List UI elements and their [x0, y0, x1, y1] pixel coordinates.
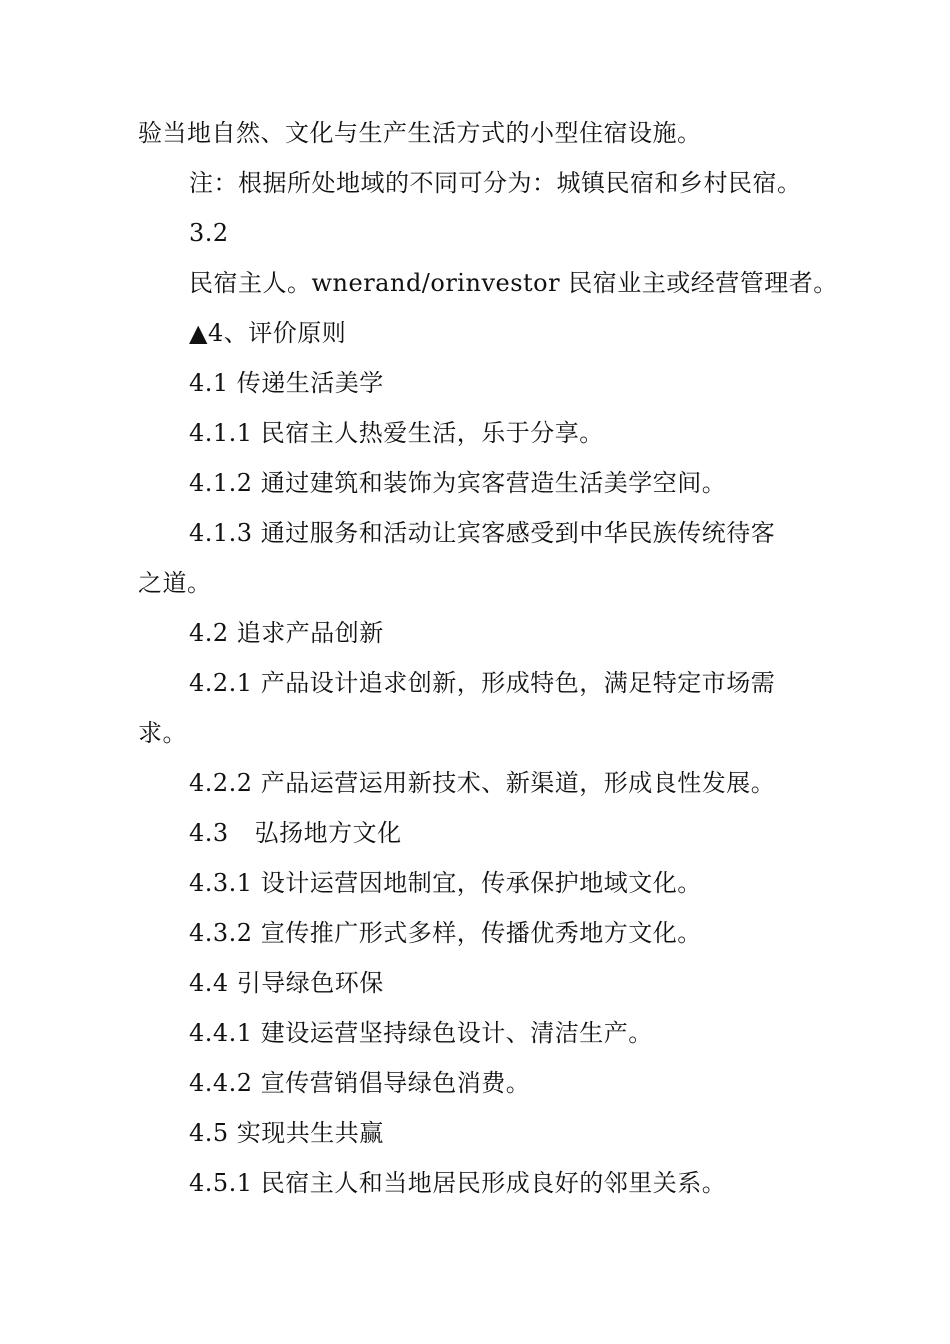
- text-line: 4.1.2 通过建筑和装饰为宾客营造生活美学空间。: [189, 469, 727, 497]
- subsection-heading: 4.4 引导绿色环保: [189, 969, 384, 997]
- text-line: 4.2.1 产品设计追求创新，形成特色，满足特定市场需: [189, 669, 776, 697]
- text-line: 4.2.2 产品运营运用新技术、新渠道，形成良性发展。: [189, 769, 776, 797]
- subsection-heading: 4.5 实现共生共赢: [189, 1119, 384, 1147]
- subsection-heading: 4.2 追求产品创新: [189, 619, 384, 647]
- section-number: 3.2: [189, 219, 229, 247]
- subsection-heading: [189, 818, 402, 848]
- subsection-title: 弘扬地方文化: [254, 819, 402, 847]
- text-line: 求。: [138, 719, 187, 747]
- text-line: 4.1.1 民宿主人热爱生活，乐于分享。: [189, 419, 604, 447]
- text-line: 4.1.3 通过服务和活动让宾客感受到中华民族传统待客: [189, 519, 776, 547]
- section-heading: ▲4、评价原则: [189, 319, 347, 347]
- text-line: 之道。: [138, 569, 212, 597]
- subsection-heading: 4.1 传递生活美学: [189, 369, 384, 397]
- text-line: 验当地自然、文化与生产生活方式的小型住宿设施。: [138, 119, 702, 147]
- subsection-number: 4.3: [189, 819, 229, 847]
- note-line: 注：根据所处地域的不同可分为：城镇民宿和乡村民宿。: [189, 169, 802, 197]
- text-line: 4.3.1 设计运营因地制宜，传承保护地域文化。: [189, 869, 702, 897]
- text-line: 4.5.1 民宿主人和当地居民形成良好的邻里关系。: [189, 1169, 727, 1197]
- text-line: 4.4.1 建设运营坚持绿色设计、清洁生产。: [189, 1019, 653, 1047]
- text-line: 4.3.2 宣传推广形式多样，传播优秀地方文化。: [189, 919, 702, 947]
- text-line: 民宿主人。wnerand/orinvestor 民宿业主或经营管理者。: [189, 269, 838, 297]
- text-line: 4.4.2 宣传营销倡导绿色消费。: [189, 1069, 531, 1097]
